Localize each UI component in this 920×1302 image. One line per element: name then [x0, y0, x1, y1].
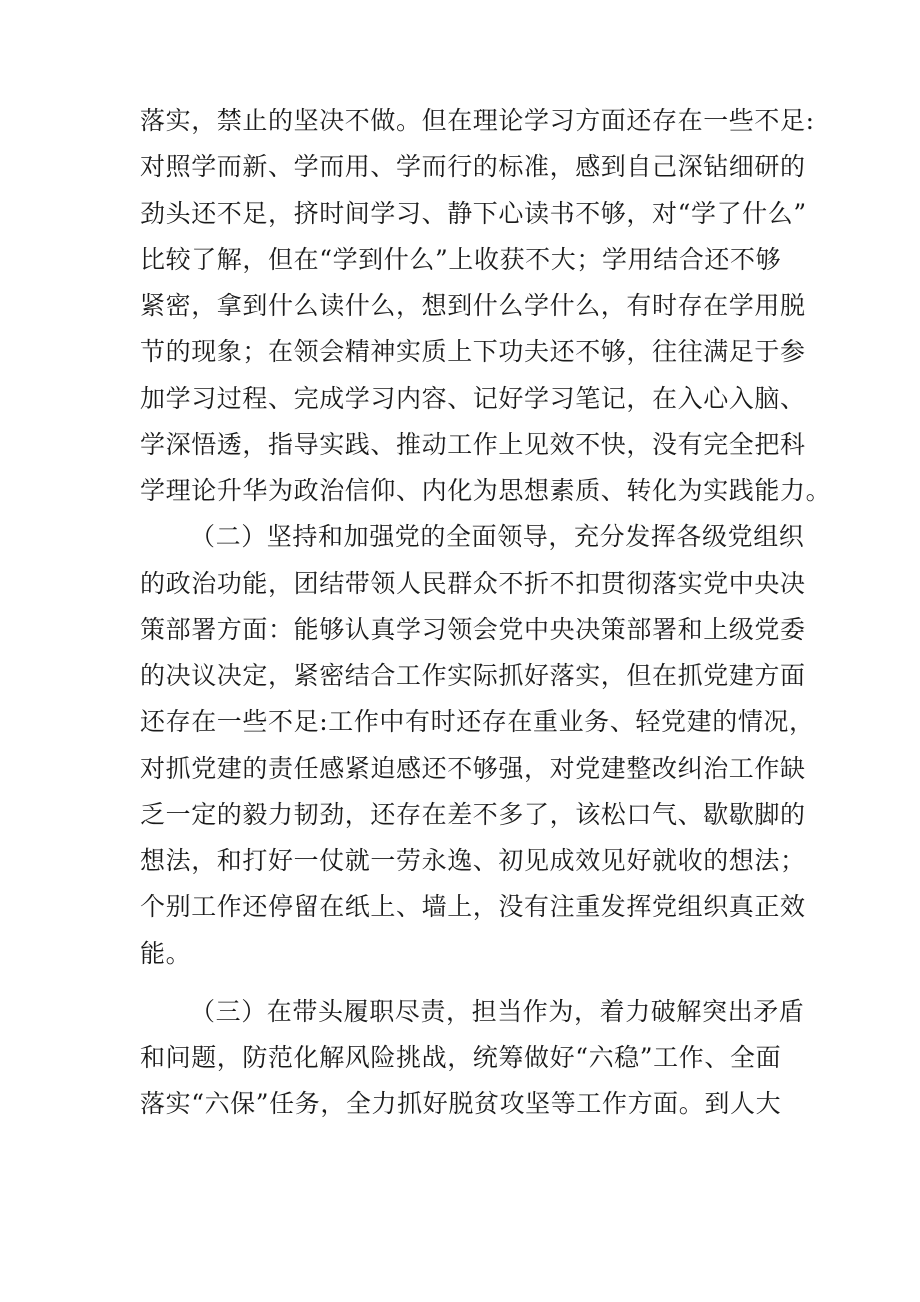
paragraph-line: 紧密，拿到什么读什么，想到什么学什么，有时存在学用脱 — [140, 291, 806, 320]
paragraph-spacer — [140, 977, 780, 989]
paragraph-line: （二）坚持和加强党的全面领导，充分发挥各级党组织 — [190, 522, 805, 552]
paragraph-line: 乏一定的毅力韧劲，还存在差不多了，该松口气、歇歇脚的 — [140, 799, 806, 829]
paragraph-line: 和问题，防范化解风险挑战，统筹做好“六稳”工作、全面 — [140, 1043, 782, 1072]
paragraph-line: 落实，禁止的坚决不做。但在理论学习方面还存在一些不足: — [140, 106, 815, 135]
paragraph-line: 落实“六保”任务，全力抓好脱贫攻坚等工作方面。到人大 — [140, 1089, 782, 1119]
paragraph-line: 能。 — [140, 938, 192, 968]
document-body — [140, 98, 832, 1128]
paragraph-line: 劲头还不足，挤时间学习、静下心读书不够，对“学了什么” — [140, 198, 807, 228]
paragraph-line: 对抓党建的责任感紧迫感还不够强，对党建整改纠治工作缺 — [140, 753, 806, 783]
paragraph-line: （三）在带头履职尽责，担当作为，着力破解突出矛盾 — [190, 996, 805, 1026]
paragraph-line: 想法，和打好一仗就一劳永逸、初见成效见好就收的想法； — [140, 846, 806, 875]
paragraph-line: 的政治功能，团结带领人民群众不折不扣贯彻落实党中央决 — [140, 568, 806, 598]
paragraph-3 — [140, 989, 805, 1128]
paragraph-line: 学理论升华为政治信仰、内化为思想素质、转化为实践能力。 — [140, 476, 832, 505]
paragraph-line: 节的现象；在领会精神实质上下功夫还不够，往往满足于参 — [140, 337, 806, 367]
paragraph-2 — [140, 514, 815, 977]
paragraph-1 — [140, 98, 832, 514]
paragraph-line: 策部署方面：能够认真学习领会党中央决策部署和上级党委 — [140, 614, 806, 644]
paragraph-line: 对照学而新、学而用、学而行的标准，感到自己深钻细研的 — [140, 152, 806, 182]
paragraph-line: 加学习过程、完成学习内容、记好学习笔记，在入心入脑、 — [140, 383, 806, 413]
paragraph-line: 的决议决定，紧密结合工作实际抓好落实，但在抓党建方面 — [140, 661, 806, 690]
paragraph-line: 比较了解，但在“学到什么”上收获不大；学用结合还不够 — [140, 244, 782, 274]
paragraph-line: 个别工作还停留在纸上、墙上，没有注重发挥党组织真正效 — [140, 892, 806, 922]
paragraph-line: 还存在一些不足:工作中有时还存在重业务、轻党建的情况， — [140, 707, 815, 737]
paragraph-line: 学深悟透，指导实践、推动工作上见效不快，没有完全把科 — [140, 429, 806, 459]
